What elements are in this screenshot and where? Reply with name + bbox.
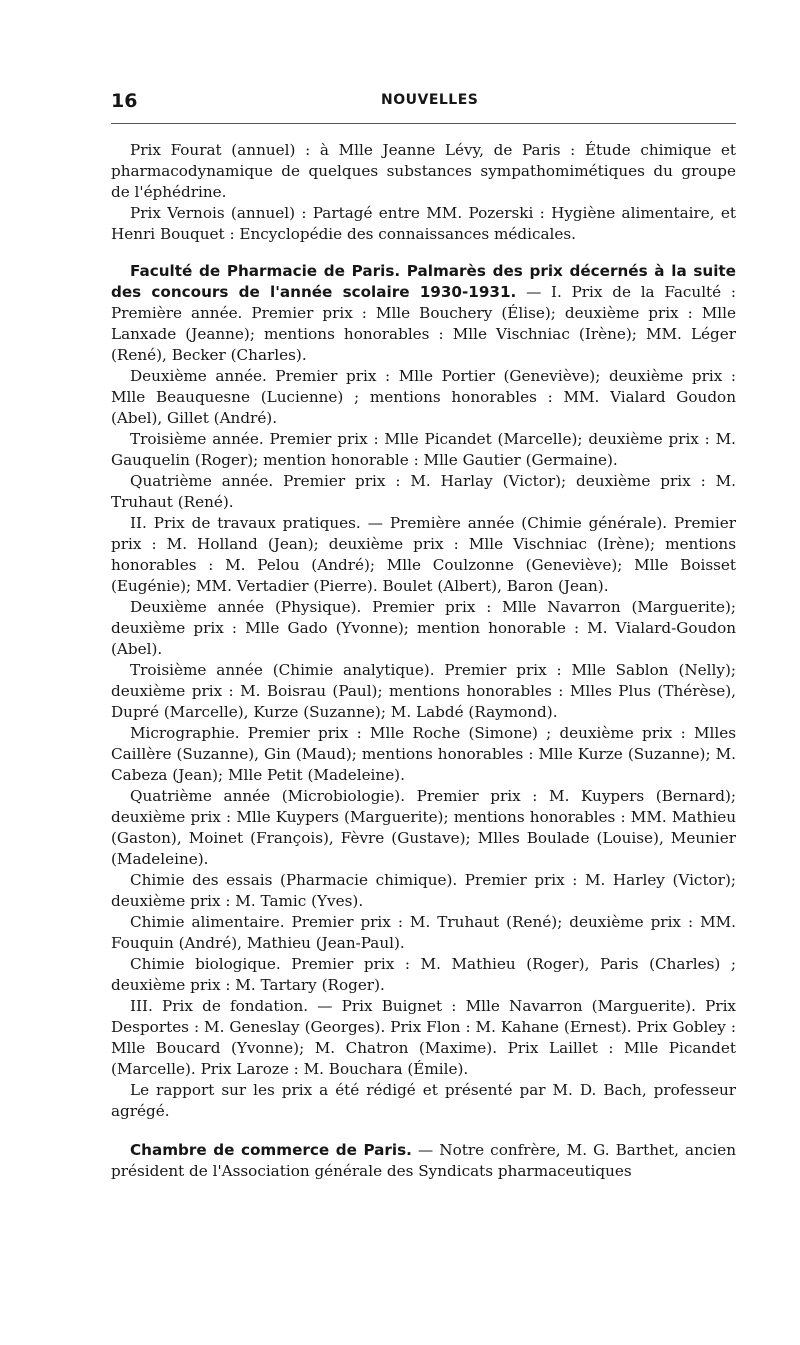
paragraph-chimie-essais: Chimie des essais (Pharmacie chimique). Premier prix : M. Harley (Victor); deuxième prix : M. Tamic (Yves). xyxy=(111,871,736,910)
paragraph-faculte-text: — I. Prix de la Faculté : Première année. Premier prix : Mlle Bouchery (Élise); deuxième prix : Mlle Lanxade (Jeanne); mentions honorables : Mlle Vischniac (Irène); MM. Léger (René), Becker (Charles). xyxy=(111,283,737,364)
paragraph-faculte-pharmacie xyxy=(111,261,736,366)
paragraph-chambre-commerce xyxy=(111,1140,736,1182)
paragraph-travaux-pratiques: II. Prix de travaux pratiques. — Première année (Chimie générale). Premier prix : M. Holland (Jean); deuxième prix : Mlle Vischniac (Irène); mentions honorables : M. Pelou (André); Mlle Coulzonne (Geneviève); Mlle Boisset (Eugénie); MM. Vertadier (Pierre). Boulet (Albert), Baron (Jean). xyxy=(111,514,736,595)
paragraph-chambre-text: — Notre confrère, M. G. Barthet, ancien président de l'Association générale des Syndicats pharmaceutiques xyxy=(111,1141,736,1180)
paragraph-prix-vernois: Prix Vernois (annuel) : Partagé entre MM. Pozerski : Hygiène alimentaire, et Henri Bouquet : Encyclopédie des connaissances médicales. xyxy=(111,204,736,243)
section-heading-faculte: Faculté de Pharmacie de Paris. Palmarès des prix décernés à la suite des concours de l'année scolaire 1930-1931. xyxy=(111,262,736,301)
paragraph-quatrieme-annee: Quatrième année. Premier prix : M. Harlay (Victor); deuxième prix : M. Truhaut (René). xyxy=(111,472,736,511)
paragraph-prix-fourat: Prix Fourat (annuel) : à Mlle Jeanne Lévy, de Paris : Étude chimique et pharmacodynamique de quelques substances sympathomimétiques du groupe de l'éphédrine. xyxy=(111,141,736,201)
paragraph-chimie-alimentaire: Chimie alimentaire. Premier prix : M. Truhaut (René); deuxième prix : MM. Fouquin (André), Mathieu (Jean-Paul). xyxy=(111,913,736,952)
paragraph-microbiologie: Quatrième année (Microbiologie). Premier prix : M. Kuypers (Bernard); deuxième prix : Mlle Kuypers (Marguerite); mentions honorables : MM. Mathieu (Gaston), Moinet (François), Fèvre (Gustave); Mlles Boulade (Louise), Meunier (Madeleine). xyxy=(111,787,736,868)
paragraph-troisieme-annee: Troisième année. Premier prix : Mlle Picandet (Marcelle); deuxième prix : M. Gauquelin (Roger); mention honorable : Mlle Gautier (Germaine). xyxy=(111,430,736,469)
page-number: 16 xyxy=(111,90,138,112)
paragraph-chimie-analytique: Troisième année (Chimie analytique). Premier prix : Mlle Sablon (Nelly); deuxième prix : M. Boisrau (Paul); mentions honorables : Mlles Plus (Thérèse), Dupré (Marcelle), Kurze (Suzanne); M. Labdé (Raymond). xyxy=(111,661,736,721)
header-rule xyxy=(111,123,736,124)
running-title: NOUVELLES xyxy=(381,92,479,108)
paragraph-prix-fondation: III. Prix de fondation. — Prix Buignet : Mlle Navarron (Marguerite). Prix Desportes : M. Geneslay (Georges). Prix Flon : M. Kahane (Ernest). Prix Gobley : Mlle Boucard (Yvonne); M. Chatron (Maxime). Prix Laillet : Mlle Picandet (Marcelle). Prix Laroze : M. Bouchara (Émile). xyxy=(111,997,736,1078)
paragraph-rapport: Le rapport sur les prix a été rédigé et présenté par M. D. Bach, professeur agrégé. xyxy=(111,1081,736,1120)
paragraph-chimie-biologique: Chimie biologique. Premier prix : M. Mathieu (Roger), Paris (Charles) ; deuxième prix : M. Tartary (Roger). xyxy=(111,955,736,994)
paragraph-physique: Deuxième année (Physique). Premier prix : Mlle Navarron (Marguerite); deuxième prix : Mlle Gado (Yvonne); mention honorable : M. Vialard-Goudon (Abel). xyxy=(111,598,736,658)
paragraph-deuxieme-annee: Deuxième année. Premier prix : Mlle Portier (Geneviève); deuxième prix : Mlle Beauquesne (Lucienne) ; mentions honorables : MM. Vialard Goudon (Abel), Gillet (André). xyxy=(111,367,736,427)
section-heading-chambre: Chambre de commerce de Paris. xyxy=(130,1141,412,1159)
page-header xyxy=(111,90,736,116)
paragraph-micrographie: Micrographie. Premier prix : Mlle Roche (Simone) ; deuxième prix : Mlles Caillère (Suzanne), Gin (Maud); mentions honorables : Mlle Kurze (Suzanne); M. Cabeza (Jean); Mlle Petit (Madeleine). xyxy=(111,724,736,784)
article-body xyxy=(111,140,736,1182)
